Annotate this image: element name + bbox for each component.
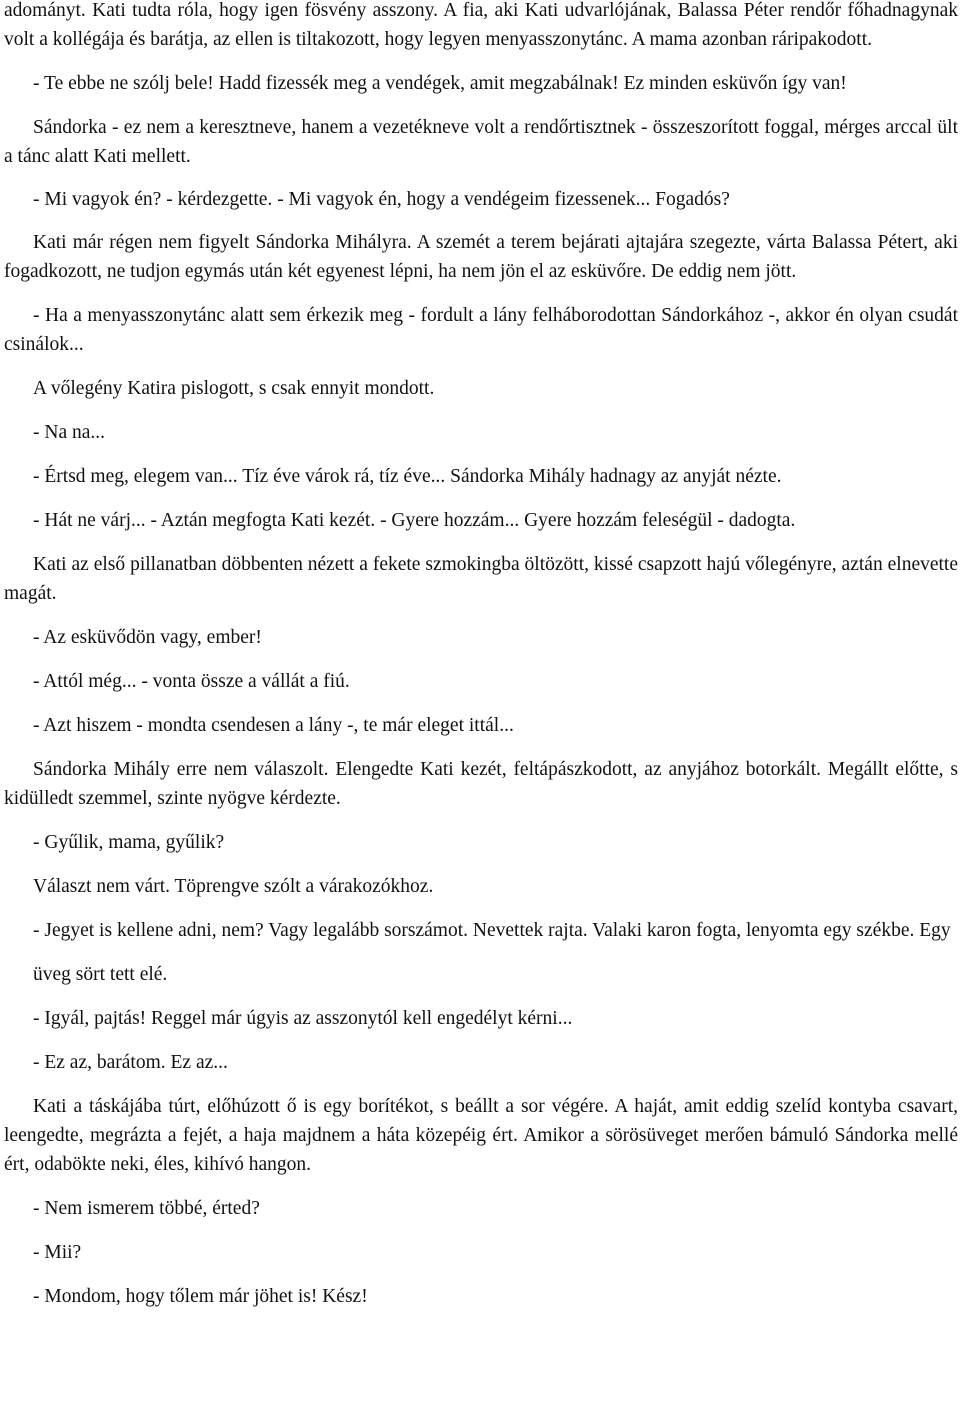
paragraph-22: Kati a táskájába túrt, előhúzott ő is egy borítékot, s beállt a sor végére. A haját, amit eddig szelíd kontyba csavart, leengedte, megrázta a fejét, a haja majdnem a háta közepéig ért. Amikor a sörösüveget merően bámuló Sándorka mellé ért, odabökte neki, éles, kihívó hangon. — [4, 1096, 958, 1175]
paragraph-2: - Te ebbe ne szólj bele! Hadd fizessék meg a vendégek, amit megzabálnak! Ez minden esküvőn így van! — [33, 73, 847, 94]
paragraph-14: - Azt hiszem - mondta csendesen a lány -, te már eleget ittál... — [33, 715, 514, 736]
paragraph-5: Kati már régen nem figyelt Sándorka Mihályra. A szemét a terem bejárati ajtajára szegezte, várta Balassa Pétert, aki fogadkozott, ne tudjon egymás után két egyenest lépni, ha nem jön el az esküvőre. De eddig nem jött. — [4, 232, 958, 282]
paragraph-20: - Igyál, pajtás! Reggel már úgyis az asszonytól kell engedélyt kérni... — [33, 1008, 573, 1029]
paragraph-8: - Na na... — [33, 422, 106, 443]
paragraph-12: - Az esküvődön vagy, ember! — [33, 627, 262, 648]
paragraph-16: - Gyűlik, mama, gyűlik? — [33, 832, 225, 853]
paragraph-24: - Mii? — [33, 1242, 82, 1263]
paragraph-18: - Jegyet is kellene adni, nem? Vagy legalább sorszámot. Nevettek rajta. Valaki karon fogta, lenyomta egy székbe. Egy — [33, 920, 951, 941]
paragraph-25: - Mondom, hogy tőlem már jöhet is! Kész! — [33, 1286, 368, 1307]
paragraph-9: - Értsd meg, elegem van... Tíz éve várok rá, tíz éve... Sándorka Mihály hadnagy az anyját nézte. — [33, 466, 782, 487]
document-page — [4, 0, 958, 1311]
paragraph-1: adományt. Kati tudta róla, hogy igen fösvény asszony. A fia, aki Kati udvarlójának, Balassa Péter rendőr főhadnagynak volt a kollégája és barátja, az ellen is tiltakozott, hogy legyen menyasszonytánc. A mama azonban ráripakodott. — [4, 0, 958, 50]
paragraph-15: Sándorka Mihály erre nem válaszolt. Elengedte Kati kezét, feltápászkodott, az anyjához botorkált. Megállt előtte, s kidülledt szemmel, szinte nyögve kérdezte. — [4, 759, 958, 809]
paragraph-13: - Attól még... - vonta össze a vállát a fiú. — [33, 671, 350, 692]
paragraph-7: A vőlegény Katira pislogott, s csak ennyit mondott. — [33, 378, 435, 399]
paragraph-17: Választ nem várt. Töprengve szólt a várakozókhoz. — [33, 876, 434, 897]
paragraph-23: - Nem ismerem többé, érted? — [33, 1198, 260, 1219]
paragraph-19: üveg sört tett elé. — [33, 964, 168, 985]
paragraph-10: - Hát ne várj... - Aztán megfogta Kati kezét. - Gyere hozzám... Gyere hozzám feleségül - dadogta. — [33, 510, 796, 531]
paragraph-4: - Mi vagyok én? - kérdezgette. - Mi vagyok én, hogy a vendégeim fizessenek... Fogadós? — [33, 189, 730, 210]
paragraph-3: Sándorka - ez nem a keresztneve, hanem a vezetékneve volt a rendőrtisztnek - összeszorított foggal, mérges arccal ült a tánc alatt Kati mellett. — [4, 117, 958, 167]
paragraph-21: - Ez az, barátom. Ez az... — [33, 1052, 228, 1073]
paragraph-11: Kati az első pillanatban döbbenten nézett a fekete szmokingba öltözött, kissé csapzott hajú vőlegényre, aztán elnevette magát. — [4, 554, 958, 604]
paragraph-6: - Ha a menyasszonytánc alatt sem érkezik meg - fordult a lány felháborodottan Sándorkához -, akkor én olyan csudát csinálok... — [4, 305, 958, 355]
